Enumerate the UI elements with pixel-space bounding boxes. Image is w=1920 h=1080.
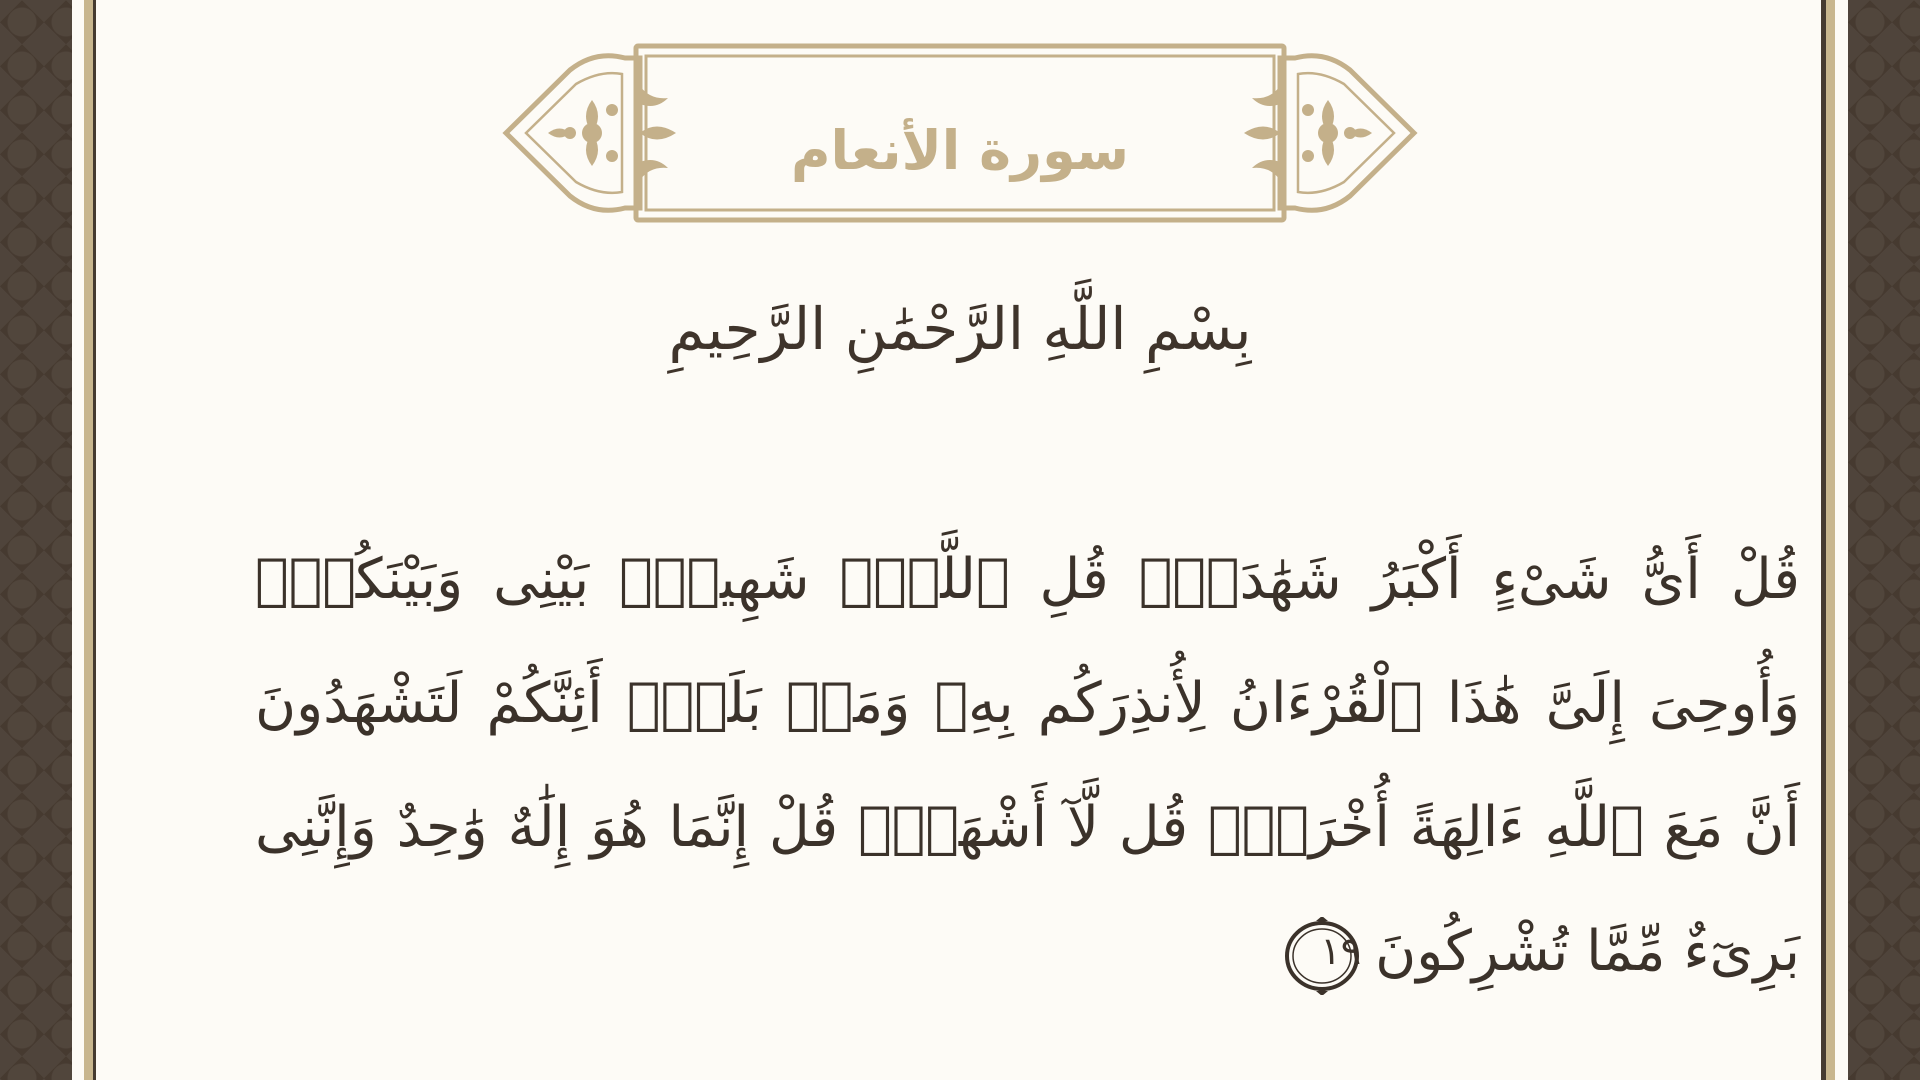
basmala: بِسْمِ اللَّهِ الرَّحْمَٰنِ الرَّحِيمِ [668, 295, 1252, 363]
left-gold-rule [84, 0, 93, 1080]
right-gold-rule [1826, 0, 1835, 1080]
left-border-gap [72, 0, 84, 1080]
left-ornamental-border [0, 0, 72, 1080]
ayah-number: ١٩ [1320, 928, 1362, 973]
right-border-gap [1835, 0, 1848, 1080]
ayah-text: قُلْ أَىُّ شَىْءٍ أَكْبَرُ شَهَٰدَةًۖ قُلِ ٱللَّهُۖ شَهِيدٌۢ بَيْنِى وَبَيْنَكُمْۚ وَأُوحِىَ إِلَىَّ هَٰذَا ٱلْقُرْءَانُ لِأُنذِرَكُم بِهِۦ وَمَنۢ بَلَغَۚ أَئِنَّكُمْ لَتَشْهَدُونَ أَنَّ مَعَ ٱللَّهِ ءَالِهَةً أُخْرَىٰۚ قُل لَّآ أَشْهَدُۚ قُلْ إِنَّمَا هُوَ إِلَٰهٌ وَٰحِدٌ وَإِنَّنِى بَرِىٓءٌ مِّمَّا تُشْرِكُونَ [255, 547, 1800, 984]
right-ornamental-border [1848, 0, 1920, 1080]
surah-title-banner [500, 40, 1420, 226]
ayah-number-marker [1283, 917, 1361, 995]
ayah-block [255, 518, 1800, 1014]
surah-title: سورة الأنعام [790, 119, 1130, 182]
